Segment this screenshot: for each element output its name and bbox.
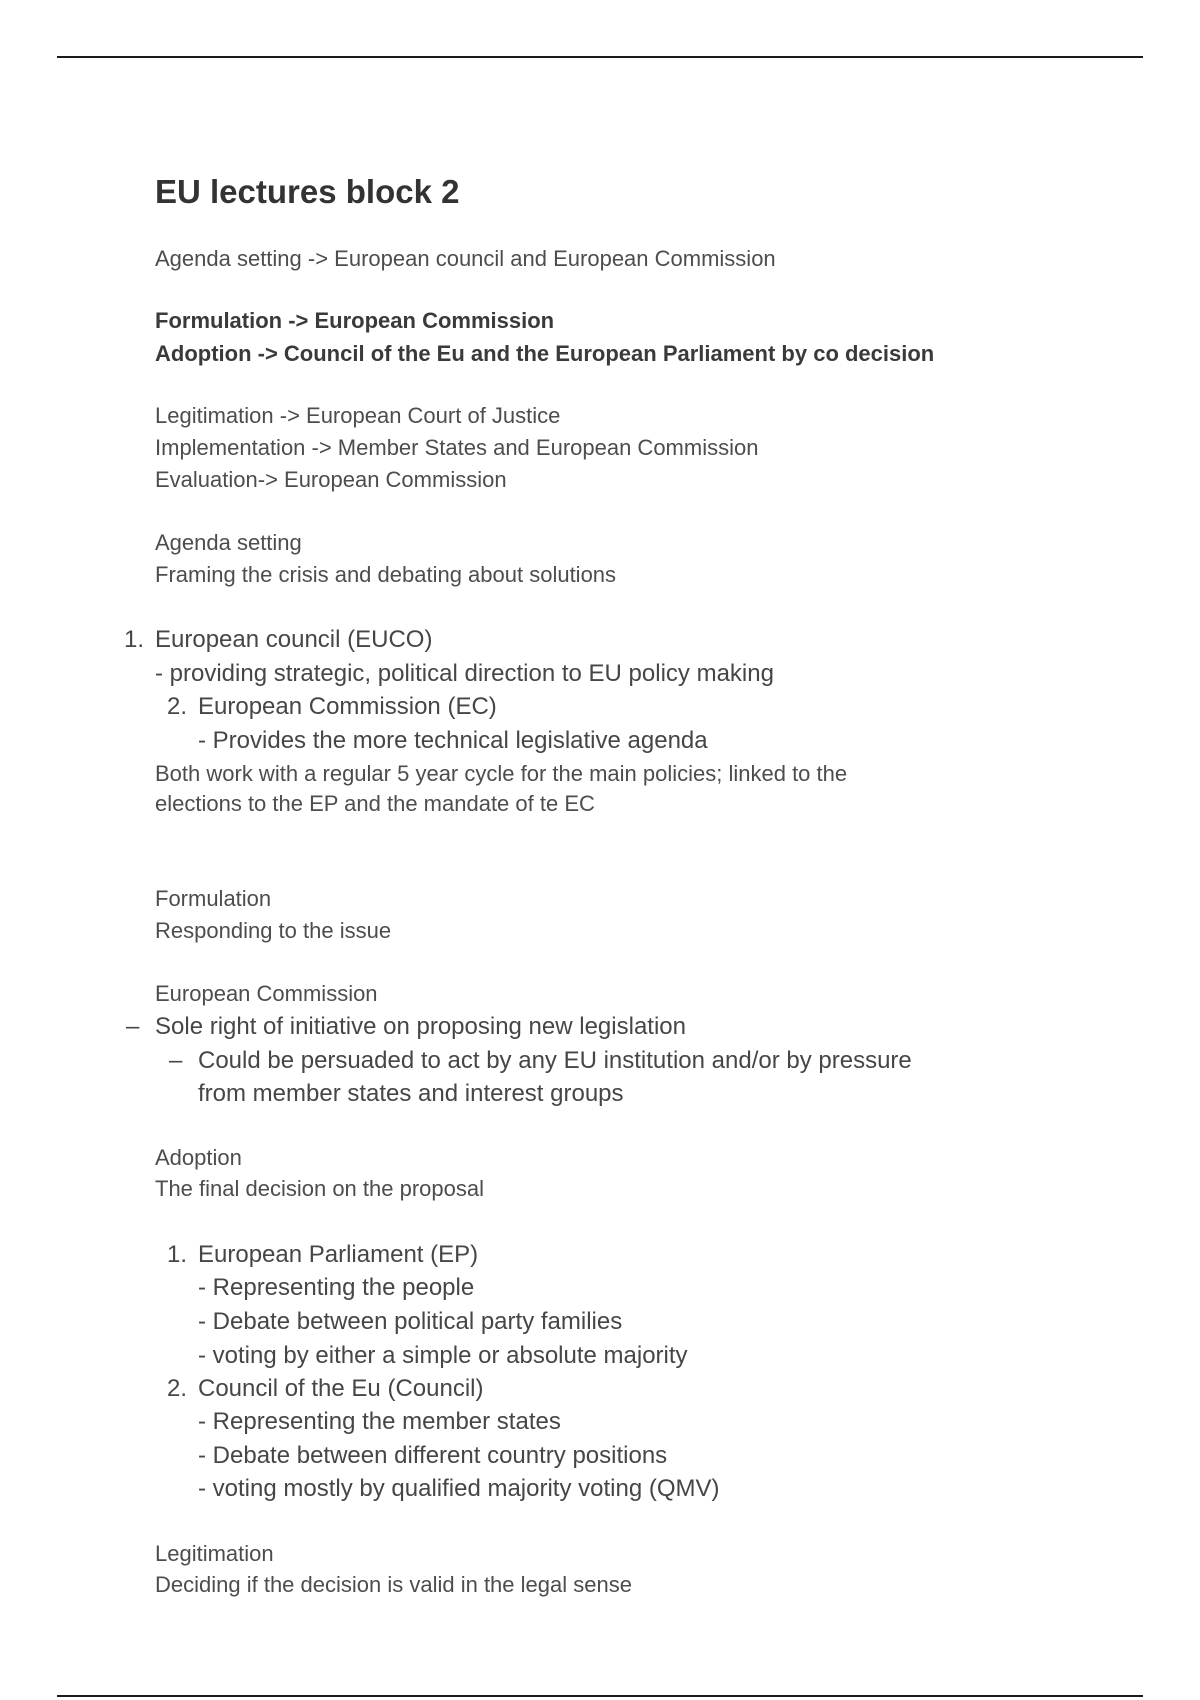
- list-subitem-council: - Debate between different country positions: [198, 1442, 668, 1469]
- bullet-marker: –: [126, 1013, 140, 1040]
- list-item-council: Council of the Eu (Council): [198, 1375, 484, 1402]
- page-title: EU lectures block 2: [155, 173, 460, 210]
- overview-legitimation: Legitimation -> European Court of Justice: [155, 403, 561, 428]
- overview-adoption: Adoption -> Council of the Eu and the European Parliament by co decision: [155, 341, 935, 366]
- list-subitem-council: - Representing the member states: [198, 1408, 561, 1435]
- list-subitem-ep: - voting by either a simple or absolute majority: [198, 1342, 688, 1369]
- bullet-item-initiative: Sole right of initiative on proposing new legislation: [155, 1013, 686, 1040]
- bottom-divider: [57, 1695, 1143, 1697]
- legitimation-description: Deciding if the decision is valid in the legal sense: [155, 1572, 632, 1597]
- list-item-ec: European Commission (EC): [198, 693, 497, 720]
- formulation-heading: Formulation: [155, 886, 272, 911]
- overview-implementation: Implementation -> Member States and European Commission: [155, 435, 759, 460]
- overview-agenda-setting: Agenda setting -> European council and European Commission: [155, 246, 776, 271]
- list-subitem-euco: - providing strategic, political direction to EU policy making: [155, 660, 774, 687]
- adoption-description: The final decision on the proposal: [155, 1176, 484, 1201]
- overview-evaluation: Evaluation-> European Commission: [155, 467, 507, 492]
- sub-bullet-line-2: from member states and interest groups: [198, 1080, 624, 1107]
- agenda-description: Framing the crisis and debating about solutions: [155, 562, 617, 587]
- list-number: 2.: [167, 1375, 188, 1402]
- list-subitem-ep: - Debate between political party families: [198, 1308, 623, 1335]
- list-item-euco: European council (EUCO): [155, 626, 433, 653]
- bullet-marker: –: [169, 1047, 183, 1074]
- agenda-note-line-1: Both work with a regular 5 year cycle for the main policies; linked to the: [155, 761, 848, 786]
- overview-formulation: Formulation -> European Commission: [155, 308, 555, 333]
- agenda-heading: Agenda setting: [155, 530, 302, 555]
- legitimation-heading: Legitimation: [155, 1541, 274, 1566]
- sub-bullet-line-1: Could be persuaded to act by any EU institution and/or by pressure: [198, 1047, 912, 1074]
- list-item-ep: European Parliament (EP): [198, 1241, 479, 1268]
- list-number: 1.: [167, 1241, 188, 1268]
- list-subitem-ep: - Representing the people: [198, 1274, 475, 1301]
- list-subitem-council: - voting mostly by qualified majority voting (QMV): [198, 1475, 720, 1502]
- adoption-heading: Adoption: [155, 1145, 242, 1170]
- formulation-subheading: European Commission: [155, 981, 378, 1006]
- formulation-description: Responding to the issue: [155, 918, 392, 943]
- agenda-note-line-2: elections to the EP and the mandate of te EC: [155, 791, 595, 816]
- list-subitem-ec: - Provides the more technical legislative agenda: [198, 727, 708, 754]
- list-number: 2.: [167, 693, 188, 720]
- top-divider: [57, 56, 1143, 58]
- list-number: 1.: [124, 626, 145, 653]
